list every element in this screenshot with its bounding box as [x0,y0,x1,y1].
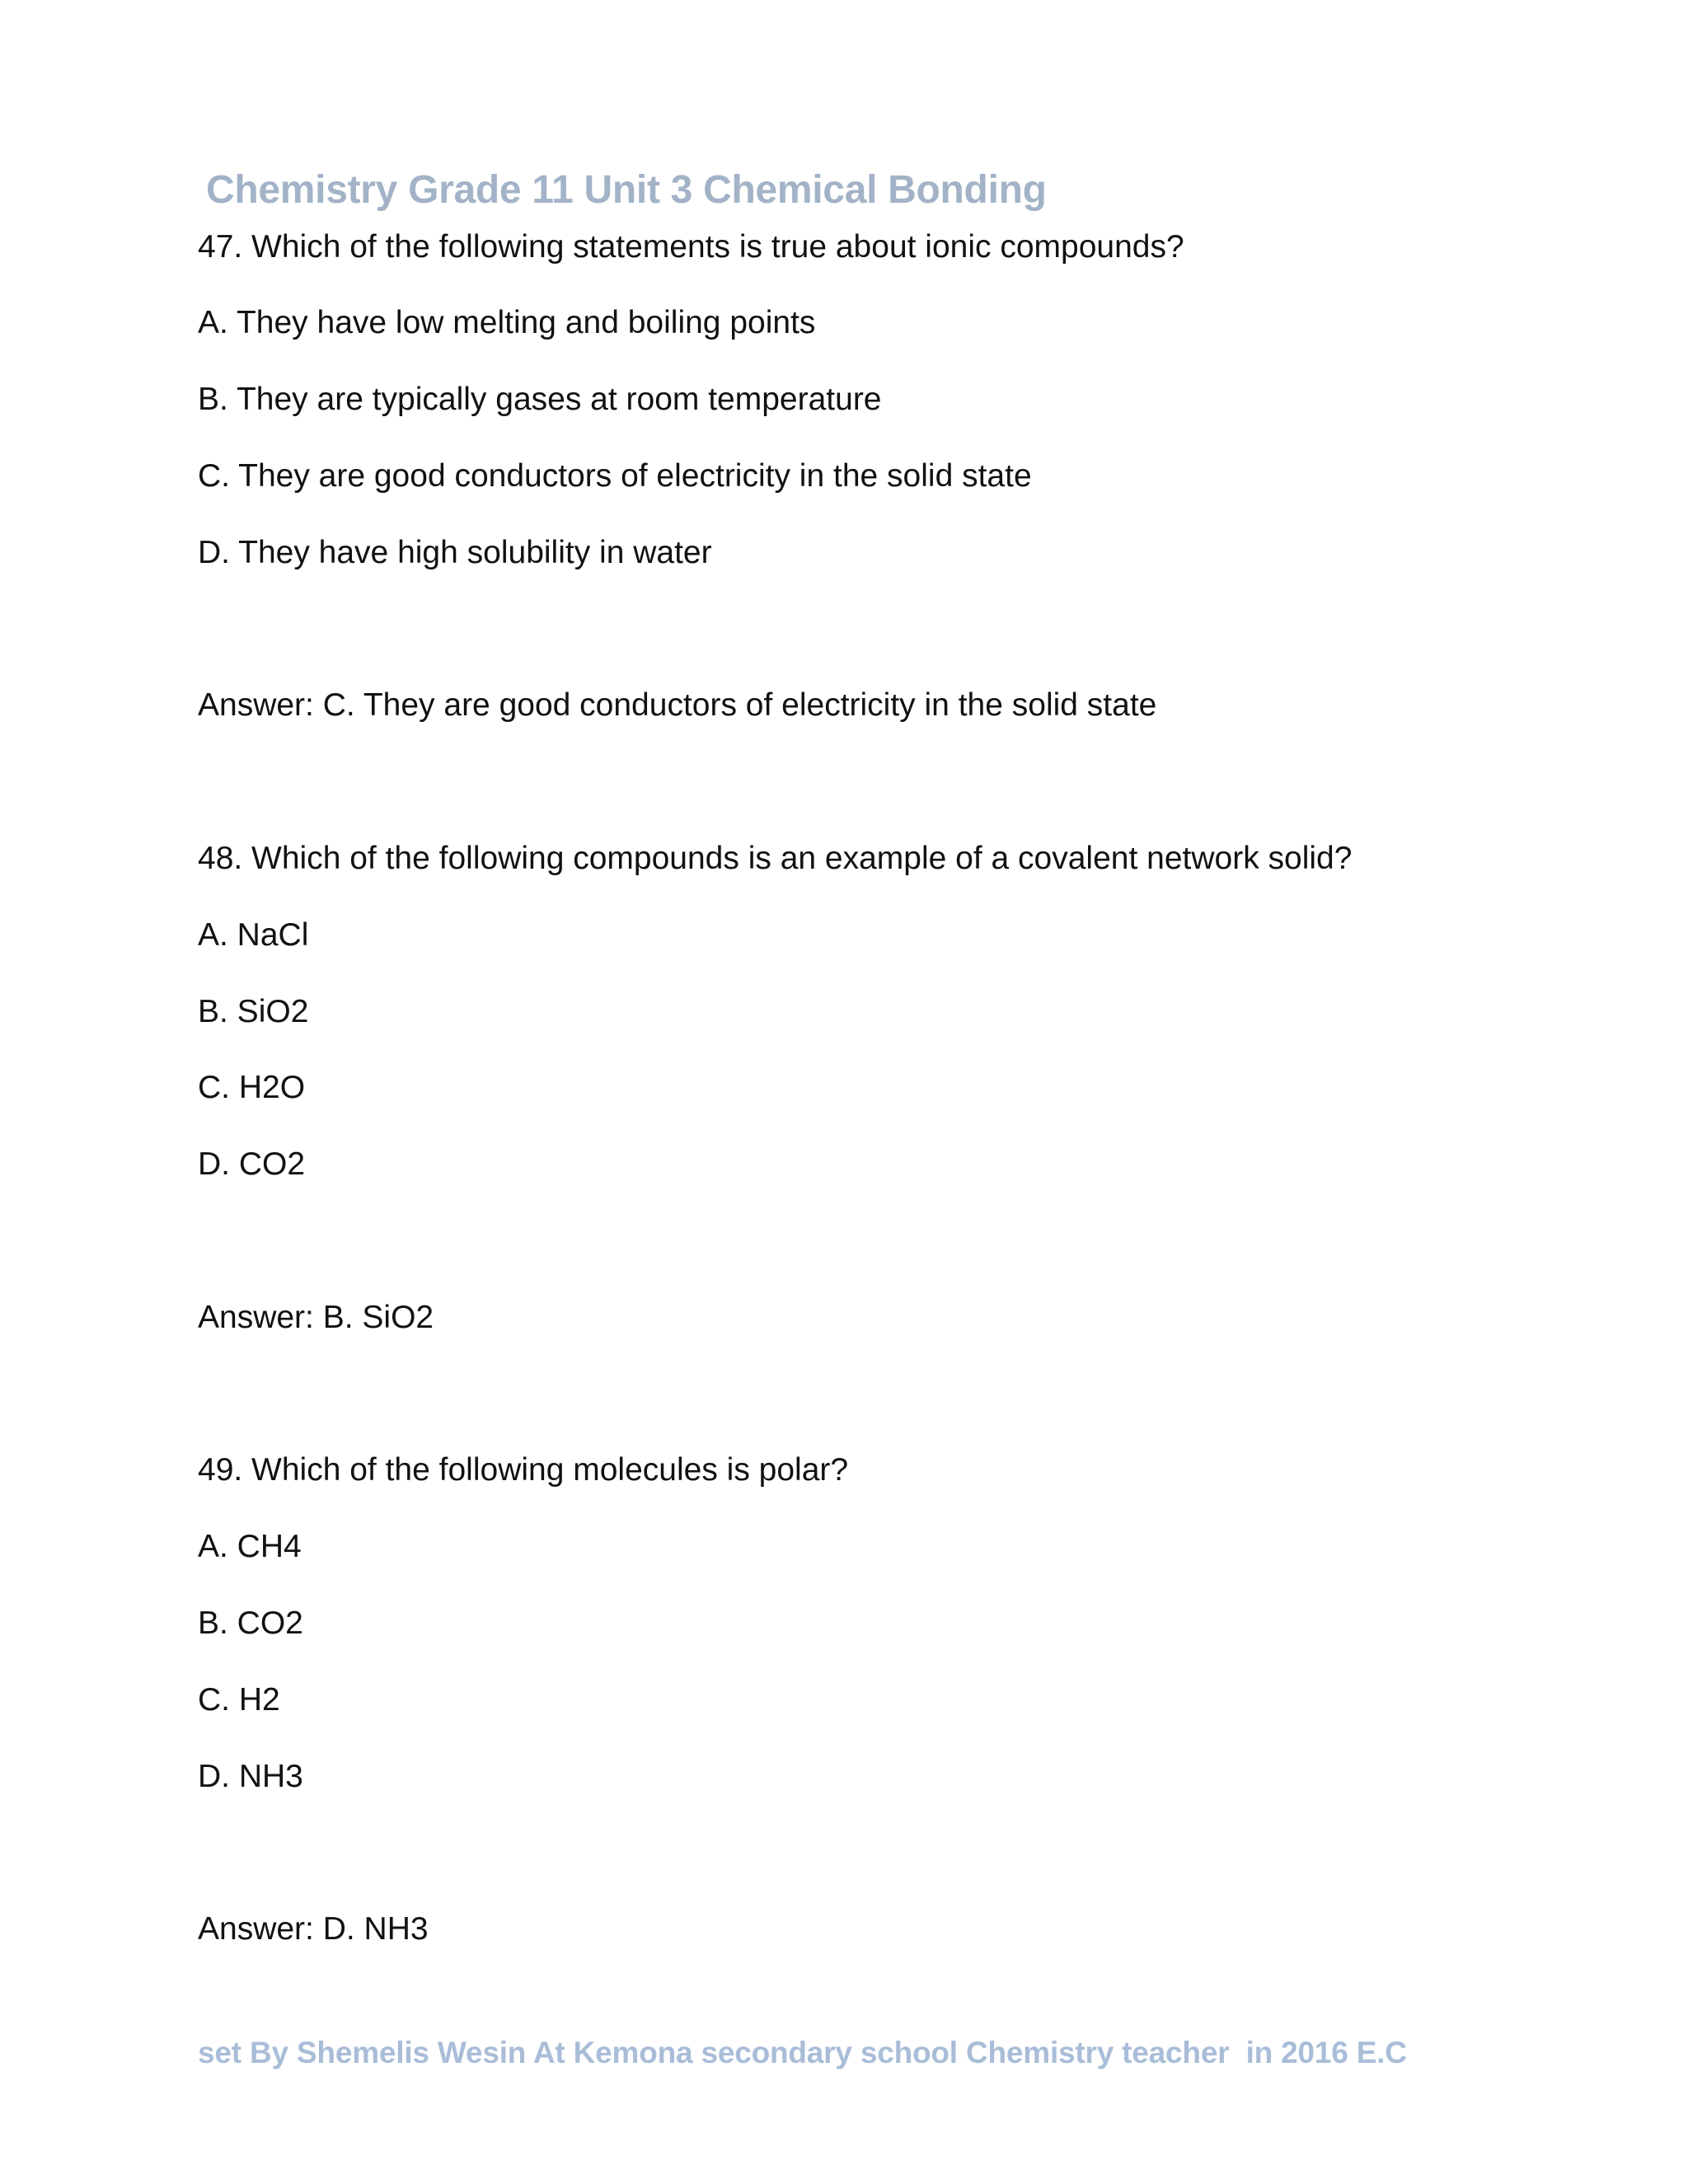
question-48-answer: Answer: B. SiO2 [198,1300,434,1335]
question-49-option-b: B. CO2 [198,1605,303,1641]
question-48-option-c: C. H2O [198,1070,306,1105]
question-49-option-c: C. H2 [198,1682,280,1718]
question-47-option-c: C. They are good conductors of electricity in the solid state [198,458,1032,494]
question-48-option-d: D. CO2 [198,1146,306,1182]
question-47-option-b: B. They are typically gases at room temperature [198,382,882,417]
question-49-answer: Answer: D. NH3 [198,1911,429,1947]
question-49-option-a: A. CH4 [198,1529,302,1564]
question-47-option-a: A. They have low melting and boiling points [198,305,816,340]
question-49-text: 49. Which of the following molecules is polar? [198,1452,849,1488]
question-47-answer: Answer: C. They are good conductors of electricity in the solid state [198,687,1157,723]
page-title: Chemistry Grade 11 Unit 3 Chemical Bonding [206,168,1047,212]
question-49-option-d: D. NH3 [198,1759,303,1794]
question-48-option-a: A. NaCl [198,917,309,953]
question-48-text: 48. Which of the following compounds is an example of a covalent network solid? [198,841,1353,876]
question-47-text: 47. Which of the following statements is true about ionic compounds? [198,229,1184,265]
question-47-option-d: D. They have high solubility in water [198,535,712,570]
question-48-option-b: B. SiO2 [198,994,309,1029]
author-footer: set By Shemelis Wesin At Kemona secondary school Chemistry teacher in 2016 E.C [198,2036,1407,2069]
